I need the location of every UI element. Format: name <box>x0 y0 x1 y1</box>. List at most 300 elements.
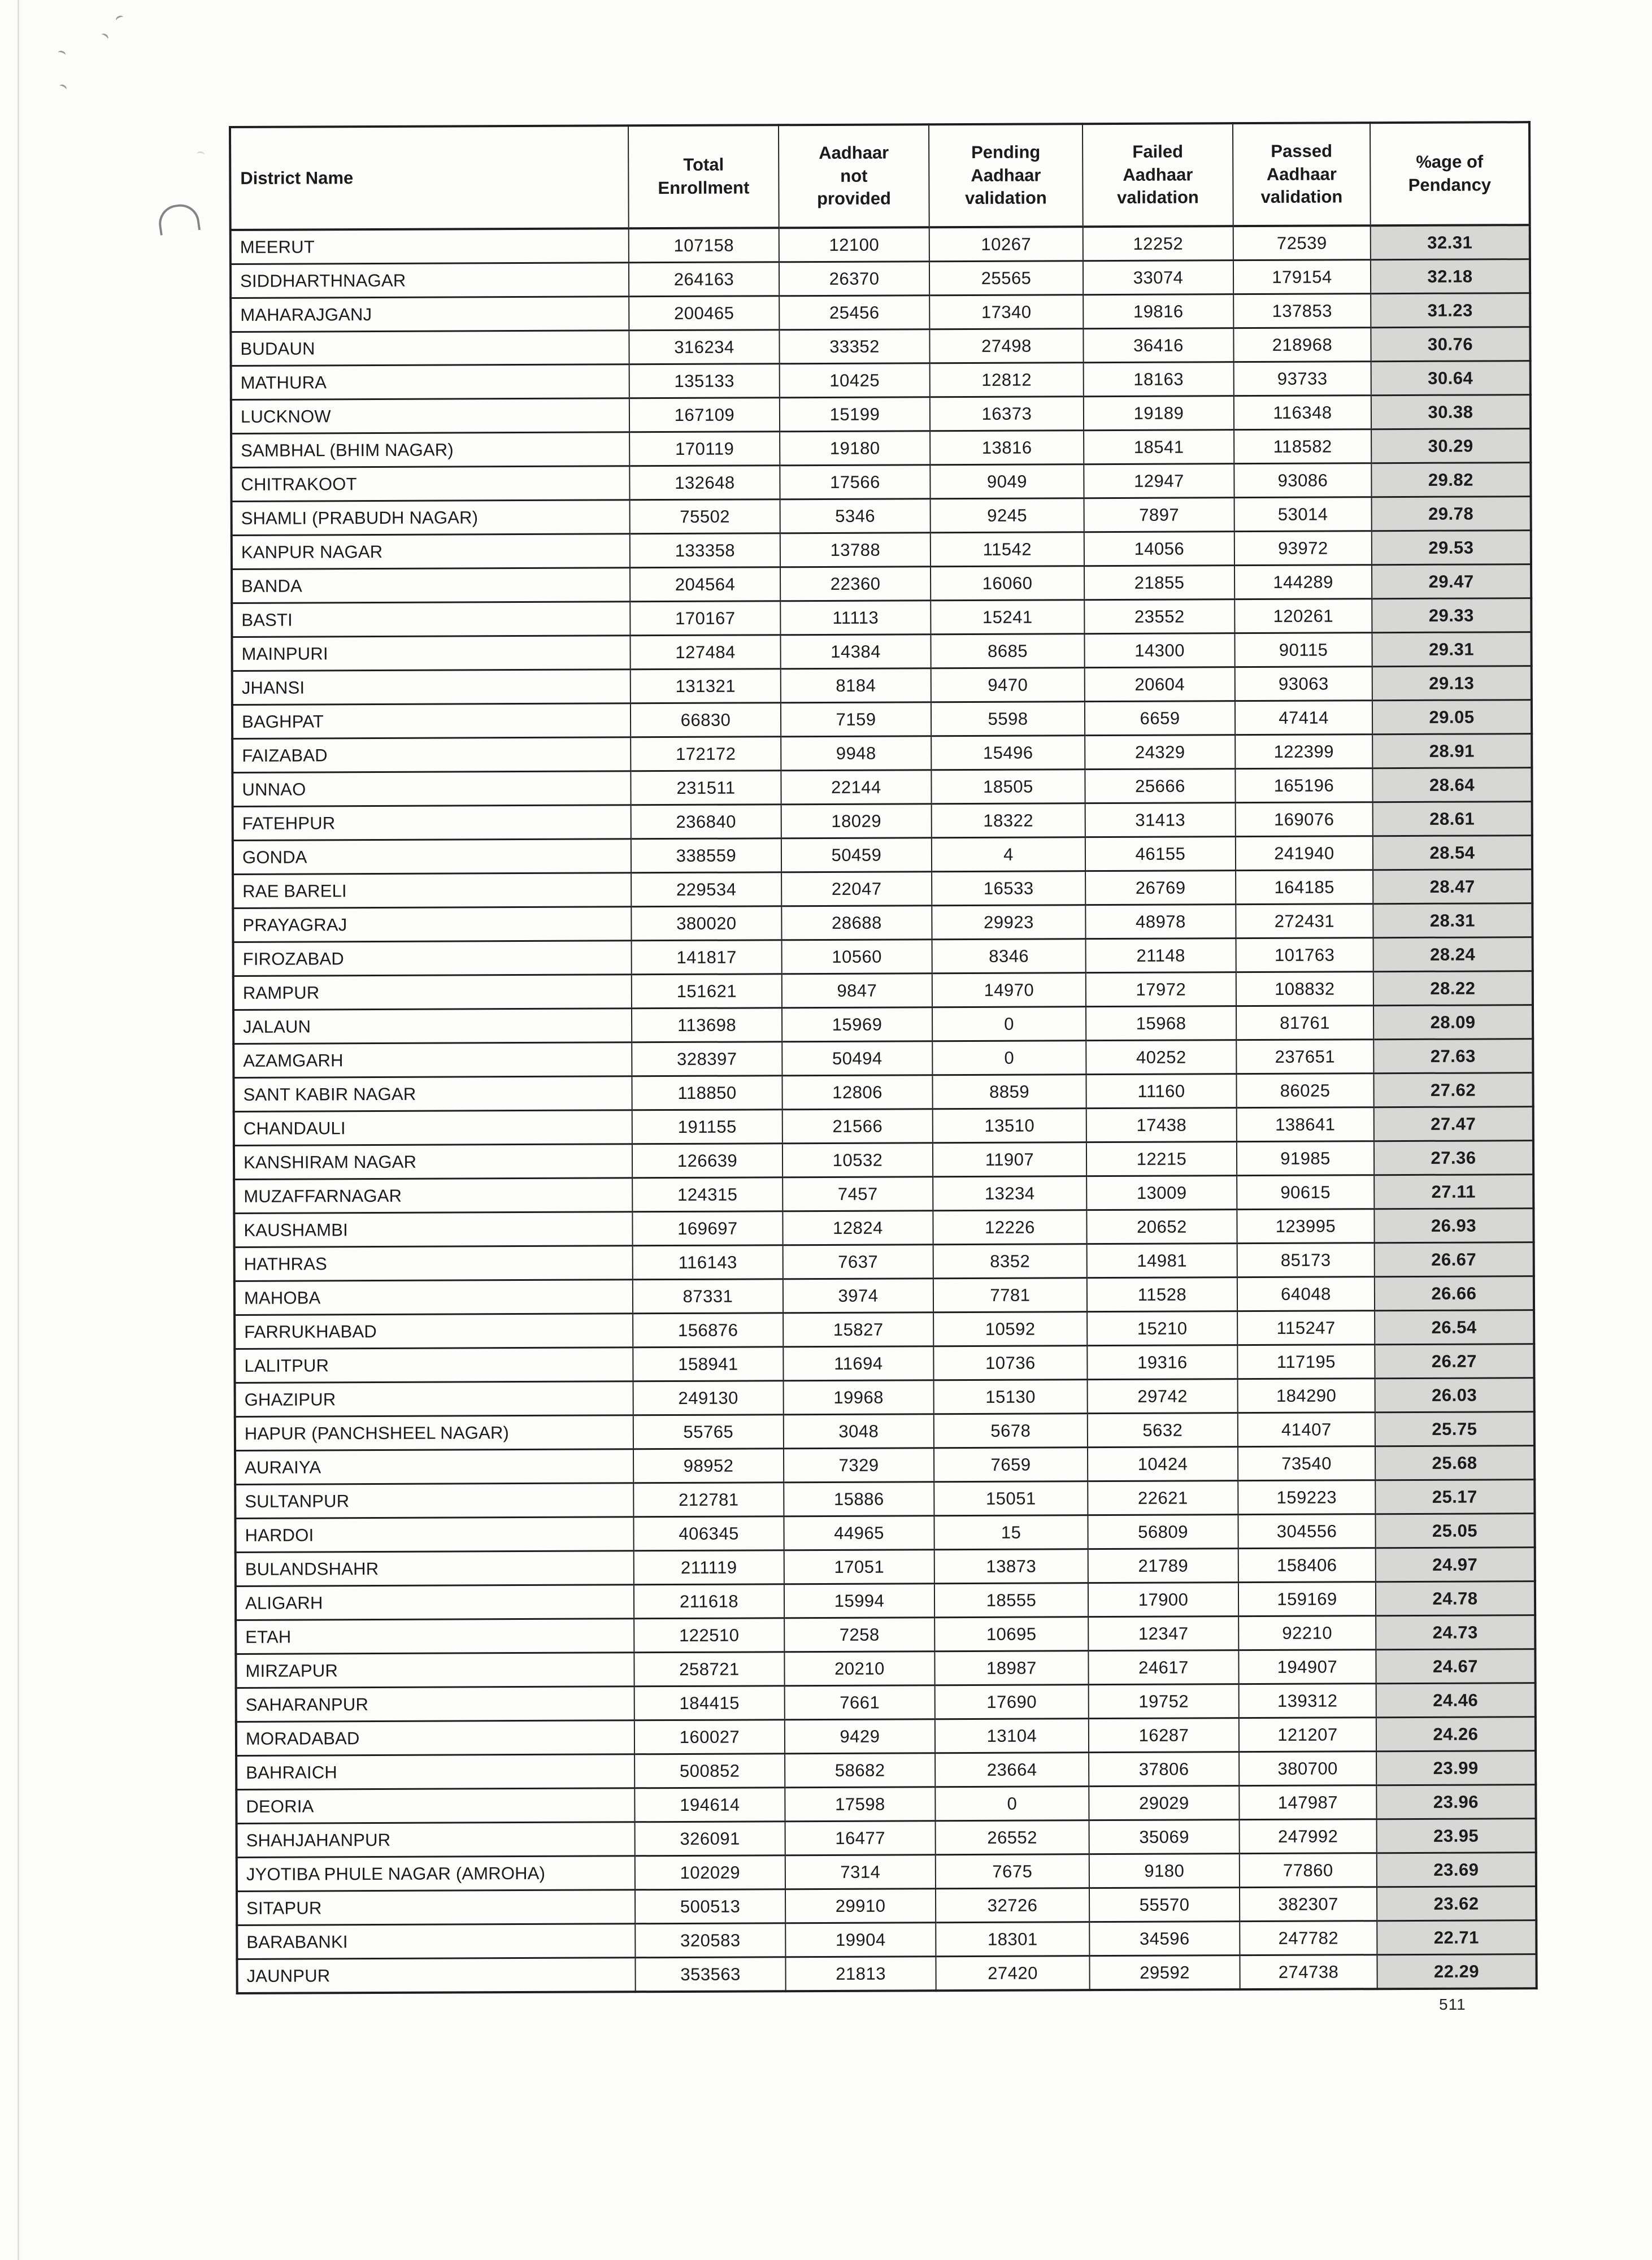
value-cell: 18505 <box>931 770 1085 804</box>
value-cell: 29923 <box>932 905 1085 940</box>
value-cell: 237651 <box>1236 1040 1373 1074</box>
table-row <box>233 1005 1533 1044</box>
value-cell: 131321 <box>631 669 781 703</box>
table-row <box>236 1717 1536 1756</box>
value-cell: 93086 <box>1234 463 1371 498</box>
value-cell: 264163 <box>629 262 779 297</box>
district-name-cell: CHANDAULI <box>234 1110 632 1146</box>
pendancy-cell: 28.64 <box>1372 768 1532 802</box>
value-cell: 194614 <box>634 1788 785 1822</box>
value-cell: 22047 <box>781 872 932 906</box>
table-row <box>235 1446 1534 1485</box>
value-cell: 151621 <box>632 974 782 1009</box>
value-cell: 11542 <box>931 532 1084 567</box>
pendancy-cell: 23.96 <box>1376 1785 1536 1819</box>
value-cell: 77860 <box>1240 1853 1377 1888</box>
value-cell: 231511 <box>631 771 781 805</box>
table-row <box>231 259 1530 298</box>
value-cell: 7159 <box>781 702 931 737</box>
value-cell: 9847 <box>782 973 932 1008</box>
value-cell: 23664 <box>935 1753 1089 1787</box>
value-cell: 304556 <box>1238 1514 1375 1549</box>
pendancy-cell: 22.71 <box>1377 1920 1536 1955</box>
district-name-cell: KANPUR NAGAR <box>232 534 630 570</box>
value-cell: 169076 <box>1236 802 1373 837</box>
table-row <box>237 1853 1536 1892</box>
table-row <box>231 395 1531 434</box>
value-cell: 101763 <box>1236 938 1373 972</box>
table-row <box>236 1615 1535 1654</box>
value-cell: 18987 <box>934 1651 1088 1685</box>
district-name-cell: CHITRAKOOT <box>231 466 629 502</box>
pendancy-cell: 23.62 <box>1377 1887 1536 1921</box>
value-cell: 23552 <box>1084 599 1234 634</box>
pendancy-cell: 24.46 <box>1376 1683 1536 1718</box>
column-header-3: Aadhaar not provided <box>779 124 929 228</box>
pendancy-cell: 28.54 <box>1373 836 1532 870</box>
pendancy-cell: 26.93 <box>1374 1209 1533 1243</box>
column-header-2: Total Enrollment <box>628 125 779 228</box>
value-cell: 7661 <box>785 1685 935 1720</box>
value-cell: 11907 <box>933 1142 1086 1177</box>
district-name-cell: ALIGARH <box>236 1585 634 1620</box>
table-row <box>232 497 1531 536</box>
value-cell: 28688 <box>781 906 932 940</box>
value-cell: 14981 <box>1087 1244 1237 1278</box>
value-cell: 22144 <box>781 770 931 805</box>
value-cell: 7637 <box>783 1245 933 1279</box>
value-cell: 18301 <box>936 1922 1089 1957</box>
district-name-cell: FATEHPUR <box>233 805 631 841</box>
value-cell: 93733 <box>1234 362 1371 396</box>
value-cell: 7314 <box>785 1855 936 1889</box>
value-cell: 16287 <box>1089 1718 1239 1753</box>
table-row <box>234 1141 1533 1180</box>
table-row <box>232 531 1531 570</box>
pendancy-cell: 26.66 <box>1375 1276 1534 1311</box>
district-name-cell: BAGHPAT <box>232 703 631 739</box>
value-cell: 98952 <box>633 1449 784 1483</box>
value-cell: 118582 <box>1234 429 1371 464</box>
value-cell: 31413 <box>1085 803 1236 837</box>
value-cell: 126639 <box>632 1144 782 1178</box>
pencil-speck <box>57 50 67 58</box>
value-cell: 33074 <box>1083 260 1233 295</box>
value-cell: 191155 <box>632 1110 782 1144</box>
table-row <box>237 1954 1536 1993</box>
pendancy-cell: 27.47 <box>1374 1107 1533 1141</box>
pencil-arc-mark <box>156 202 201 236</box>
scan-edge-artifact <box>18 0 19 2260</box>
value-cell: 9429 <box>785 1719 935 1754</box>
value-cell: 15969 <box>782 1007 932 1042</box>
pendancy-cell: 28.09 <box>1373 1005 1533 1040</box>
value-cell: 29029 <box>1089 1786 1239 1820</box>
table-row <box>235 1412 1534 1451</box>
value-cell: 10695 <box>934 1617 1088 1651</box>
district-name-cell: PRAYAGRAJ <box>233 907 631 942</box>
table-row <box>231 429 1531 468</box>
value-cell: 249130 <box>633 1381 784 1415</box>
value-cell: 44965 <box>784 1516 934 1550</box>
value-cell: 15130 <box>934 1380 1088 1414</box>
value-cell: 50459 <box>781 838 932 872</box>
pendancy-cell: 28.24 <box>1373 937 1533 972</box>
value-cell: 156876 <box>633 1313 783 1348</box>
pendancy-cell: 30.64 <box>1371 361 1531 395</box>
table-row <box>233 802 1532 841</box>
value-cell: 72539 <box>1233 225 1371 260</box>
value-cell: 7897 <box>1084 498 1234 532</box>
district-enrollment-table <box>229 121 1538 1994</box>
value-cell: 3048 <box>784 1414 934 1449</box>
pendancy-cell: 28.91 <box>1372 734 1532 768</box>
table-row <box>235 1378 1534 1417</box>
value-cell: 55570 <box>1089 1888 1240 1922</box>
value-cell: 141817 <box>632 940 782 975</box>
value-cell: 17340 <box>929 295 1083 329</box>
pendancy-cell: 24.67 <box>1376 1649 1535 1684</box>
district-name-cell: MATHURA <box>231 364 629 400</box>
value-cell: 17438 <box>1086 1108 1237 1142</box>
pendancy-cell: 23.95 <box>1377 1819 1536 1853</box>
value-cell: 258721 <box>634 1652 784 1687</box>
district-name-cell: HATHRAS <box>234 1246 633 1281</box>
district-name-cell: SANT KABIR NAGAR <box>233 1076 632 1112</box>
table-row <box>231 327 1530 366</box>
value-cell: 64048 <box>1237 1277 1375 1311</box>
value-cell: 316234 <box>629 330 779 364</box>
table-row <box>232 632 1531 671</box>
value-cell: 15241 <box>931 600 1084 634</box>
table-row <box>232 564 1531 603</box>
value-cell: 12812 <box>930 363 1084 397</box>
value-cell: 113698 <box>632 1008 782 1042</box>
value-cell: 12226 <box>933 1210 1086 1245</box>
value-cell: 11113 <box>780 601 931 635</box>
table-row <box>232 768 1532 807</box>
pendancy-cell: 27.11 <box>1374 1175 1533 1209</box>
pendancy-cell: 24.97 <box>1376 1548 1535 1582</box>
pendancy-cell: 29.78 <box>1372 497 1531 531</box>
value-cell: 11694 <box>783 1346 933 1381</box>
value-cell: 26769 <box>1085 871 1236 905</box>
header-row <box>230 122 1530 230</box>
district-name-cell: AURAIYA <box>235 1449 633 1485</box>
pendancy-cell: 23.99 <box>1376 1751 1536 1785</box>
district-name-cell: LUCKNOW <box>231 398 629 434</box>
value-cell: 320583 <box>635 1923 785 1958</box>
pencil-speck <box>58 83 68 92</box>
value-cell: 10560 <box>782 940 932 974</box>
table-row <box>232 666 1532 705</box>
district-name-cell: MEERUT <box>231 228 629 264</box>
table-row <box>237 1887 1536 1926</box>
value-cell: 37806 <box>1089 1752 1239 1787</box>
value-cell: 184415 <box>634 1686 785 1720</box>
value-cell: 12100 <box>779 227 929 262</box>
pendancy-cell: 32.31 <box>1371 225 1530 260</box>
value-cell: 10425 <box>780 363 930 398</box>
value-cell: 172172 <box>631 737 781 771</box>
value-cell: 121207 <box>1239 1718 1376 1752</box>
value-cell: 5678 <box>934 1414 1088 1448</box>
table-row <box>231 293 1530 332</box>
value-cell: 135133 <box>629 364 780 398</box>
value-cell: 204564 <box>630 567 780 602</box>
value-cell: 7675 <box>936 1854 1089 1889</box>
value-cell: 21855 <box>1084 566 1234 600</box>
value-cell: 158406 <box>1238 1548 1376 1583</box>
value-cell: 87331 <box>633 1279 783 1314</box>
value-cell: 212781 <box>633 1483 784 1517</box>
value-cell: 93972 <box>1234 531 1372 566</box>
value-cell: 211618 <box>634 1584 784 1619</box>
value-cell: 19180 <box>780 431 930 466</box>
district-name-cell: MIRZAPUR <box>236 1653 634 1688</box>
value-cell: 11528 <box>1087 1277 1237 1312</box>
district-name-cell: BULANDSHAHR <box>236 1551 634 1587</box>
pendancy-cell: 25.05 <box>1375 1514 1534 1548</box>
value-cell: 10532 <box>782 1143 933 1177</box>
value-cell: 179154 <box>1233 260 1371 294</box>
table-row <box>233 903 1532 942</box>
value-cell: 91985 <box>1237 1141 1374 1176</box>
value-cell: 9245 <box>931 498 1084 533</box>
table-row <box>237 1920 1536 1959</box>
pendancy-cell: 26.27 <box>1375 1344 1534 1379</box>
table-row <box>236 1649 1535 1688</box>
table-row <box>237 1819 1536 1858</box>
value-cell: 18163 <box>1084 362 1234 397</box>
value-cell: 16373 <box>930 397 1084 431</box>
value-cell: 159223 <box>1238 1480 1375 1515</box>
table-row <box>234 1107 1533 1146</box>
pendancy-cell: 23.69 <box>1377 1853 1536 1887</box>
table-header <box>230 122 1530 230</box>
district-name-cell: HARDOI <box>235 1517 633 1553</box>
value-cell: 132648 <box>629 466 780 500</box>
district-name-cell: MAINPURI <box>232 636 630 671</box>
value-cell: 247782 <box>1240 1921 1377 1955</box>
district-name-cell: JYOTIBA PHULE NAGAR (AMROHA) <box>237 1856 635 1892</box>
table-row <box>233 836 1532 875</box>
pendancy-cell: 27.62 <box>1373 1073 1533 1107</box>
value-cell: 10592 <box>933 1312 1087 1346</box>
table-row <box>234 1175 1533 1214</box>
value-cell: 19904 <box>785 1923 936 1957</box>
table-row <box>232 598 1531 637</box>
district-name-cell: FIROZABAD <box>233 941 632 976</box>
value-cell: 164185 <box>1236 870 1373 905</box>
column-header-4: Pending Aadhaar validation <box>929 124 1083 227</box>
column-header-7: %age of Pendancy <box>1370 122 1530 225</box>
district-name-cell: RAMPUR <box>233 975 632 1010</box>
value-cell: 17690 <box>935 1685 1089 1719</box>
value-cell: 41407 <box>1238 1412 1375 1447</box>
district-name-cell: BUDAUN <box>231 331 629 366</box>
value-cell: 0 <box>932 1007 1086 1041</box>
district-name-cell: BAHRAICH <box>236 1754 634 1790</box>
value-cell: 13234 <box>933 1176 1086 1211</box>
value-cell: 10424 <box>1088 1447 1238 1481</box>
value-cell: 29910 <box>785 1889 936 1923</box>
value-cell: 123995 <box>1237 1209 1374 1244</box>
value-cell: 19968 <box>784 1380 934 1415</box>
value-cell: 102029 <box>635 1855 785 1890</box>
value-cell: 50494 <box>782 1041 932 1076</box>
district-name-cell: JAUNPUR <box>237 1958 635 1993</box>
value-cell: 55765 <box>633 1415 784 1449</box>
value-cell: 15827 <box>783 1312 933 1347</box>
value-cell: 9049 <box>930 464 1084 499</box>
value-cell: 144289 <box>1234 565 1372 599</box>
value-cell: 8184 <box>781 668 931 703</box>
table-row <box>232 734 1532 773</box>
value-cell: 14970 <box>932 973 1086 1007</box>
pendancy-cell: 30.38 <box>1371 395 1531 429</box>
value-cell: 15 <box>934 1515 1088 1550</box>
value-cell: 247992 <box>1240 1819 1377 1854</box>
value-cell: 116143 <box>633 1245 783 1280</box>
value-cell: 211119 <box>634 1550 784 1585</box>
table-row <box>233 1073 1533 1112</box>
value-cell: 13009 <box>1086 1176 1237 1210</box>
value-cell: 8352 <box>933 1244 1087 1279</box>
value-cell: 22360 <box>780 567 931 601</box>
value-cell: 66830 <box>631 703 781 737</box>
value-cell: 380020 <box>631 906 781 941</box>
value-cell: 40252 <box>1086 1040 1236 1075</box>
district-name-cell: KANSHIRAM NAGAR <box>234 1144 632 1180</box>
value-cell: 34596 <box>1089 1922 1240 1956</box>
value-cell: 24329 <box>1085 735 1235 770</box>
value-cell: 12252 <box>1083 226 1233 261</box>
district-name-cell: MUZAFFARNAGAR <box>234 1178 632 1214</box>
value-cell: 7659 <box>934 1448 1088 1482</box>
value-cell: 13104 <box>935 1719 1089 1753</box>
value-cell: 17566 <box>780 465 930 499</box>
value-cell: 14384 <box>780 634 931 669</box>
value-cell: 165196 <box>1235 768 1372 803</box>
value-cell: 90115 <box>1234 633 1372 667</box>
pendancy-cell: 29.47 <box>1372 564 1531 599</box>
table-row <box>234 1344 1534 1383</box>
table-row <box>236 1548 1535 1587</box>
value-cell: 229534 <box>631 872 781 907</box>
value-cell: 36416 <box>1083 328 1233 363</box>
district-name-cell: MAHARAJGANJ <box>231 297 629 332</box>
district-name-cell: MORADABAD <box>236 1720 634 1756</box>
value-cell: 8859 <box>932 1075 1086 1109</box>
pendancy-cell: 26.03 <box>1375 1378 1534 1412</box>
value-cell: 122399 <box>1235 734 1372 769</box>
value-cell: 18322 <box>932 803 1085 838</box>
table-row <box>234 1209 1533 1248</box>
value-cell: 380700 <box>1239 1751 1376 1786</box>
column-header-1: District Name <box>230 125 629 230</box>
pendancy-cell: 28.47 <box>1373 870 1532 904</box>
value-cell: 116348 <box>1234 395 1371 430</box>
value-cell: 32726 <box>936 1888 1089 1923</box>
district-name-cell: SHAMLI (PRABUDH NAGAR) <box>232 500 630 536</box>
table-row <box>233 870 1532 909</box>
value-cell: 120261 <box>1234 599 1372 633</box>
value-cell: 184290 <box>1238 1379 1375 1413</box>
value-cell: 25456 <box>779 295 929 330</box>
value-cell: 47414 <box>1235 701 1372 735</box>
district-name-cell: FARRUKHABAD <box>234 1314 633 1349</box>
value-cell: 20210 <box>784 1651 934 1686</box>
district-name-cell: SITAPUR <box>237 1890 635 1926</box>
value-cell: 93063 <box>1235 667 1372 701</box>
value-cell: 12347 <box>1088 1616 1238 1651</box>
value-cell: 15051 <box>934 1481 1088 1516</box>
pencil-speck <box>99 32 110 42</box>
pendancy-cell: 25.75 <box>1375 1412 1534 1446</box>
value-cell: 236840 <box>631 805 781 839</box>
value-cell: 5598 <box>931 702 1085 736</box>
value-cell: 20604 <box>1085 667 1235 702</box>
district-name-cell: LALITPUR <box>234 1348 633 1383</box>
value-cell: 26370 <box>779 262 929 296</box>
value-cell: 9948 <box>781 736 931 771</box>
value-cell: 127484 <box>630 635 780 670</box>
value-cell: 13788 <box>780 533 931 567</box>
district-name-cell: SIDDHARTHNAGAR <box>231 263 629 298</box>
value-cell: 338559 <box>631 838 781 873</box>
value-cell: 7258 <box>784 1618 934 1652</box>
value-cell: 139312 <box>1239 1684 1376 1718</box>
value-cell: 20652 <box>1086 1210 1237 1244</box>
table-row <box>236 1581 1535 1620</box>
value-cell: 17598 <box>785 1787 935 1822</box>
district-name-cell: HAPUR (PANCHSHEEL NAGAR) <box>235 1415 633 1451</box>
value-cell: 3974 <box>783 1279 933 1313</box>
value-cell: 35069 <box>1089 1820 1240 1854</box>
value-cell: 160027 <box>634 1720 785 1754</box>
pendancy-cell: 28.22 <box>1373 971 1533 1006</box>
table-row <box>233 971 1533 1010</box>
column-header-6: Passed Aadhaar validation <box>1233 123 1371 226</box>
value-cell: 85173 <box>1237 1243 1375 1277</box>
page-number: 511 <box>1439 1996 1466 2013</box>
pendancy-cell: 30.29 <box>1371 429 1531 463</box>
district-name-cell: AZAMGARH <box>233 1042 632 1078</box>
value-cell: 9470 <box>931 668 1085 702</box>
value-cell: 33352 <box>779 329 929 364</box>
value-cell: 16533 <box>932 871 1085 906</box>
value-cell: 353563 <box>635 1957 785 1992</box>
pendancy-cell: 24.26 <box>1376 1717 1536 1751</box>
value-cell: 11160 <box>1086 1074 1236 1109</box>
value-cell: 12806 <box>782 1075 932 1110</box>
value-cell: 19816 <box>1083 294 1233 329</box>
pendancy-cell: 25.68 <box>1375 1446 1534 1480</box>
pendancy-cell: 27.36 <box>1374 1141 1533 1175</box>
value-cell: 4 <box>932 837 1085 872</box>
value-cell: 13816 <box>930 431 1084 465</box>
value-cell: 108832 <box>1236 972 1373 1006</box>
table-row <box>233 1039 1533 1078</box>
value-cell: 15199 <box>780 397 930 432</box>
value-cell: 17900 <box>1088 1583 1238 1617</box>
table-row <box>236 1683 1536 1722</box>
value-cell: 92210 <box>1238 1616 1376 1650</box>
value-cell: 194907 <box>1238 1650 1376 1684</box>
table-row <box>235 1480 1534 1519</box>
value-cell: 10736 <box>933 1346 1087 1380</box>
